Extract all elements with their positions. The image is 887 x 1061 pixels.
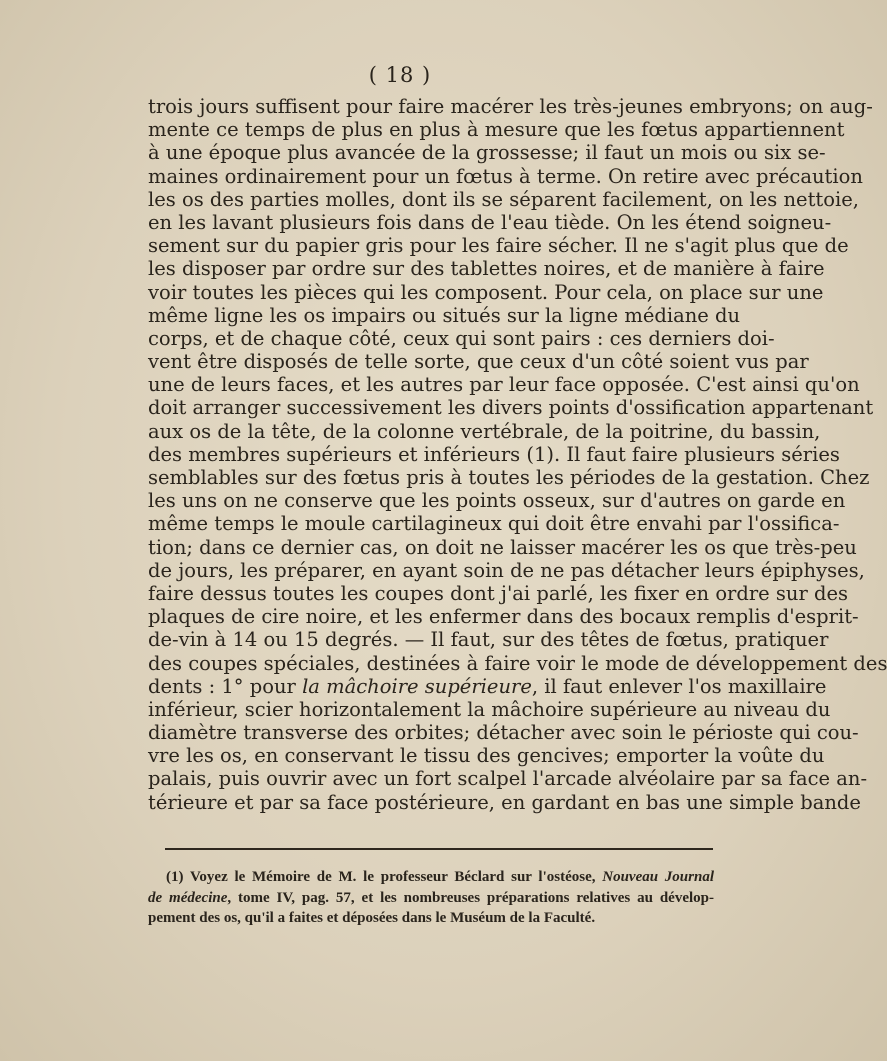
footnote	[148, 867, 714, 929]
text-line: faire dessus toutes les coupes dont j'ai parlé, les fixer en ordre sur des	[148, 581, 849, 605]
footnote-line	[148, 888, 714, 909]
body-text	[148, 95, 887, 814]
footnote-divider	[165, 848, 713, 850]
text-line: mente ce temps de plus en plus à mesure que les fœtus appartiennent	[148, 118, 845, 142]
text-line: voir toutes les pièces qui les composent. Pour cela, on place sur une	[148, 280, 824, 304]
italic-phrase: la mâchoire supérieure	[302, 674, 532, 698]
text-line: plaques de cire noire, et les enfermer dans des bocaux remplis d'esprit-	[148, 605, 859, 629]
text-line: vent être disposés de telle sorte, que ceux d'un côté soient vus par	[148, 350, 809, 374]
text-line: inférieur, scier horizontalement la mâchoire supérieure au niveau du	[148, 697, 831, 721]
footnote-italic: de médecine	[148, 889, 228, 906]
text-line: les disposer par ordre sur des tablettes noires, et de manière à faire	[148, 257, 825, 281]
text-line: semblables sur des fœtus pris à toutes les périodes de la gestation. Chez	[148, 466, 870, 489]
text-line: même ligne les os impairs ou situés sur la ligne médiane du	[148, 303, 741, 327]
text-line: corps, et de chaque côté, ceux qui sont pairs : ces derniers doi-	[148, 326, 775, 350]
text-line: térieure et par sa face postérieure, en gardant en bas une simple bande	[148, 790, 861, 814]
text-line: à une époque plus avancée de la grossesse; il faut un mois ou six se-	[148, 141, 826, 165]
footnote-segment: (1) Voyez le Mémoire de M. le professeur Béclard sur l'ostéose,	[166, 869, 603, 885]
text-line-with-italic	[148, 674, 827, 698]
text-line: vre les os, en conservant le tissu des gencives; emporter la voûte du	[148, 744, 825, 768]
text-line: palais, puis ouvrir avec un fort scalpel l'arcade alvéolaire par sa face an-	[148, 767, 868, 791]
text-line: tion; dans ce dernier cas, on doit ne laisser macérer les os que très-peu	[148, 535, 857, 559]
text-segment: , il faut enlever l'os maxillaire	[531, 674, 827, 698]
text-segment: dents : 1° pour	[148, 674, 303, 698]
text-line: de jours, les préparer, en ayant soin de ne pas détacher leurs épiphyses,	[148, 558, 865, 582]
text-line: même temps le moule cartilagineux qui doit être envahi par l'ossifica-	[148, 512, 840, 536]
footnote-line	[148, 867, 714, 888]
text-line: des membres supérieurs et inférieurs (1). Il faut faire plusieurs séries	[148, 442, 840, 466]
text-line: les os des parties molles, dont ils se séparent facilement, on les nettoie,	[148, 187, 859, 211]
text-line: les uns on ne conserve que les points osseux, sur d'autres on garde en	[148, 489, 846, 513]
text-line: des coupes spéciales, destinées à faire voir le mode de développement des	[148, 651, 887, 675]
text-line: en les lavant plusieurs fois dans de l'eau tiède. On les étend soigneu-	[148, 210, 832, 234]
footnote-line: pement des os, qu'il a faites et déposées dans le Muséum de la Faculté.	[148, 910, 596, 926]
text-line: maines ordinairement pour un fœtus à terme. On retire avec précaution	[148, 164, 863, 188]
text-line: une de leurs faces, et les autres par leur face opposée. C'est ainsi qu'on	[148, 373, 860, 397]
text-line: aux os de la tête, de la colonne vertébrale, de la poitrine, du bassin,	[148, 419, 821, 443]
text-line: trois jours suffisent pour faire macérer les très-jeunes embryons; on aug-	[148, 95, 873, 118]
footnote-italic: Nouveau Journal	[602, 869, 714, 885]
text-line: sement sur du papier gris pour les faire sécher. Il ne s'agit plus que de	[148, 234, 849, 258]
footnote-segment: , tome IV, pag. 57, et les nombreuses préparations relatives au dévelop-	[227, 889, 714, 906]
text-line: doit arranger successivement les divers points d'ossification appartenant	[148, 396, 874, 420]
page-number: ( 18 )	[368, 63, 432, 87]
text-line: de-vin à 14 ou 15 degrés. — Il faut, sur des têtes de fœtus, pratiquer	[148, 628, 829, 652]
text-line: diamètre transverse des orbites; détacher avec soin le périoste qui cou-	[148, 721, 859, 745]
